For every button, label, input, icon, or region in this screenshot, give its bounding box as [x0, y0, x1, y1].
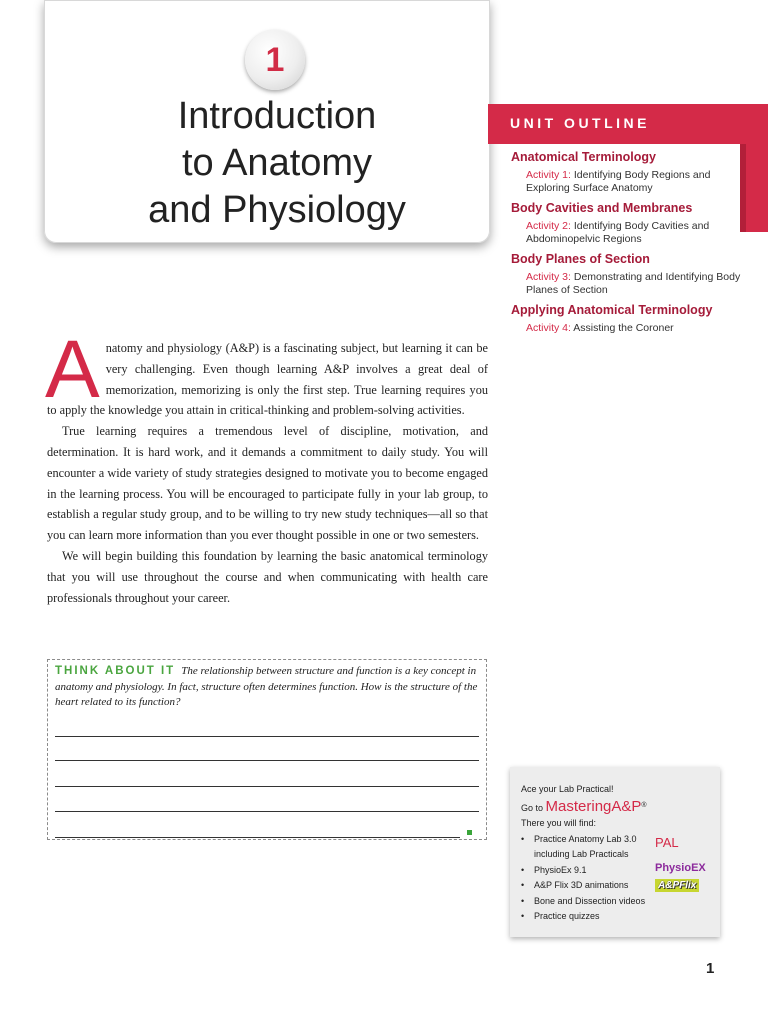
think-about-it-box	[47, 659, 487, 840]
chapter-title-line: to Anatomy	[181, 142, 373, 184]
promo-list-item: • Practice quizzes	[521, 909, 716, 925]
unit-outline-heading: UNIT OUTLINE	[510, 115, 650, 131]
activity-label: Activity 4:	[526, 322, 571, 334]
think-about-it-prompt	[55, 664, 479, 711]
physioex-logo: PhysioEX	[655, 862, 706, 874]
unit-outline-header	[488, 104, 768, 144]
answer-line[interactable]	[55, 811, 479, 812]
promo-goto-prefix: Go to	[521, 802, 544, 813]
intro-text	[45, 324, 488, 608]
chapter-title-line: and Physiology	[148, 189, 406, 231]
chapter-title-card	[44, 0, 490, 243]
promo-content	[521, 782, 716, 925]
outline-section-title: Body Cavities and Membranes	[511, 201, 693, 215]
chapter-number: 1	[265, 40, 285, 79]
intro-paragraph: True learning requires a tremendous level of discipline, motivation, and determination. It is hard work, and it demands a commitment to daily study. You will encounter a wide variety of study strategies designed to motivate you to become engaged in the learning process. You will be encouraged to participate fully in your lab group, to establish a regular study group, and to be willing to try new study techniques—all so that you can learn more information than you ever thought possible in one or two semesters.	[47, 424, 488, 543]
apflix-logo: A&PFlix	[655, 879, 699, 892]
answer-line[interactable]	[55, 760, 479, 761]
promo-list-item: • PhysioEx 9.1	[521, 863, 716, 879]
activity-text: Identifying Body Regions and Exploring Surface Anatomy	[526, 169, 711, 194]
page-number: 1	[706, 960, 715, 977]
outline-activity	[526, 169, 741, 195]
think-about-it-question: The relationship between structure and function is a key concept in anatomy and physiology. In fact, structure often determines function. How is the structure of the heart related to its function?	[55, 665, 478, 708]
intro-paragraph	[45, 324, 488, 421]
promo-intro: There you will find:	[521, 818, 597, 828]
promo-list-item: • A&P Flix 3D animations	[521, 878, 716, 894]
think-about-it-label: THINK ABOUT IT	[55, 665, 176, 677]
brand-mark: ®	[641, 801, 647, 809]
promo-list	[521, 832, 716, 925]
drop-cap: A	[45, 324, 100, 415]
outline-activity	[526, 322, 741, 335]
outline-section-title: Applying Anatomical Terminology	[511, 303, 713, 317]
outline-activity	[526, 220, 741, 246]
unit-outline-list	[511, 150, 741, 340]
outline-activity	[526, 271, 741, 297]
answer-line[interactable]	[55, 786, 479, 787]
outline-section-title: Body Planes of Section	[511, 252, 650, 266]
promo-list-item: • Practice Anatomy Lab 3.0 including Lab Practicals	[521, 832, 654, 863]
mastering-promo-box	[510, 767, 720, 937]
intro-paragraph: We will begin building this foundation by learning the basic anatomical terminology that you will use throughout the course and when communicating with health care professionals throughout your career.	[47, 548, 488, 605]
end-mark-icon	[467, 830, 472, 835]
chapter-title-line: Introduction	[177, 95, 377, 137]
promo-goto	[521, 798, 716, 817]
mastering-link[interactable]: MasteringA&P	[545, 797, 642, 815]
answer-line[interactable]	[55, 837, 460, 838]
activity-text: Identifying Body Cavities and Abdominopelvic Regions	[526, 220, 710, 245]
activity-text: Assisting the Coroner	[573, 322, 674, 334]
answer-line[interactable]	[55, 736, 479, 737]
promo-list-item: • Bone and Dissection videos	[521, 894, 716, 910]
outline-section-title: Anatomical Terminology	[511, 150, 656, 164]
activity-label: Activity 2:	[526, 220, 571, 232]
promo-headline: Ace your Lab Practical!	[521, 784, 614, 794]
chapter-title	[44, 93, 510, 234]
intro-paragraph-text: natomy and physiology (A&P) is a fascinating subject, but learning it can be very challenging. Even though learning A&P involves a great deal of memorization, memorizing is only the first step. True learning requires you to apply the knowledge you attain in critical-thinking and problem-solving activities.	[47, 341, 488, 418]
activity-label: Activity 1:	[526, 169, 571, 181]
activity-text: Demonstrating and Identifying Body Planes of Section	[526, 271, 741, 296]
chapter-number-badge	[245, 30, 305, 90]
pal-logo: PAL	[655, 835, 679, 850]
activity-label: Activity 3:	[526, 271, 571, 283]
